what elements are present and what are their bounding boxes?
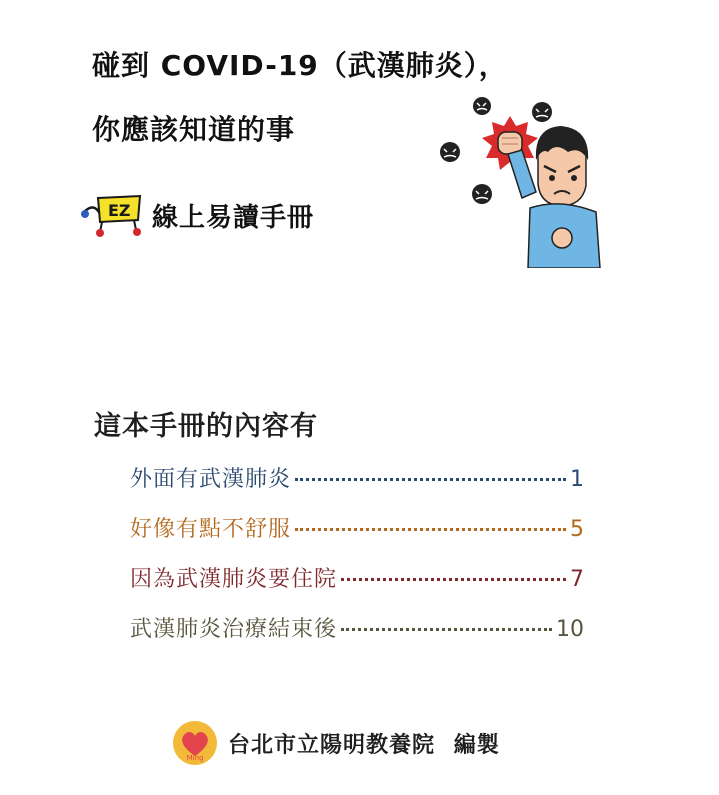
toc-item[interactable] [130,562,584,593]
footer [172,720,500,766]
yangming-heart-logo-icon [172,720,218,766]
virus-icon [472,184,492,204]
toc-item[interactable] [130,612,584,643]
toc-item-page: 7 [570,567,584,592]
page-title-line-2: 你應該知道的事 [92,113,296,146]
toc-item-label: 好像有點不舒服 [130,517,292,542]
virus-icon [532,102,552,122]
toc-item-label: 因為武漢肺炎要住院 [130,567,338,592]
toc-item-page: 5 [570,517,584,542]
page-title-line-1: 碰到 COVID-19（武漢肺炎）， [92,49,508,82]
toc-item-page: 10 [556,617,584,642]
virus-icon [440,142,460,162]
logo-text-ming: Ming [186,754,204,762]
subtitle: 線上易讀手冊 [152,202,315,233]
toc-leader-dots [341,628,552,631]
toc-leader-dots [295,478,566,481]
angry-person-punching-virus-illustration [430,88,610,268]
virus-icon [473,97,491,115]
angry-face-icon [536,126,588,206]
toc-leader-dots [295,528,566,531]
hand-icon [552,228,572,248]
easy-read-label [80,192,314,238]
toc-item[interactable] [130,462,584,493]
logo-text-yang: Yang [186,740,204,748]
toc-item-label: 外面有武漢肺炎 [130,467,292,492]
toc-leader-dots [341,578,566,581]
footer-organization: 台北市立陽明教養院 [228,732,436,758]
ez-read-logo-icon [80,192,146,238]
toc-item[interactable] [130,512,584,543]
toc-item-label: 武漢肺炎治療結束後 [130,617,338,642]
toc-item-page: 1 [570,467,584,492]
ez-logo-text: EZ [108,201,131,220]
toc-heading: 這本手冊的內容有 [94,411,318,442]
footer-made-by: 編製 [453,732,500,758]
